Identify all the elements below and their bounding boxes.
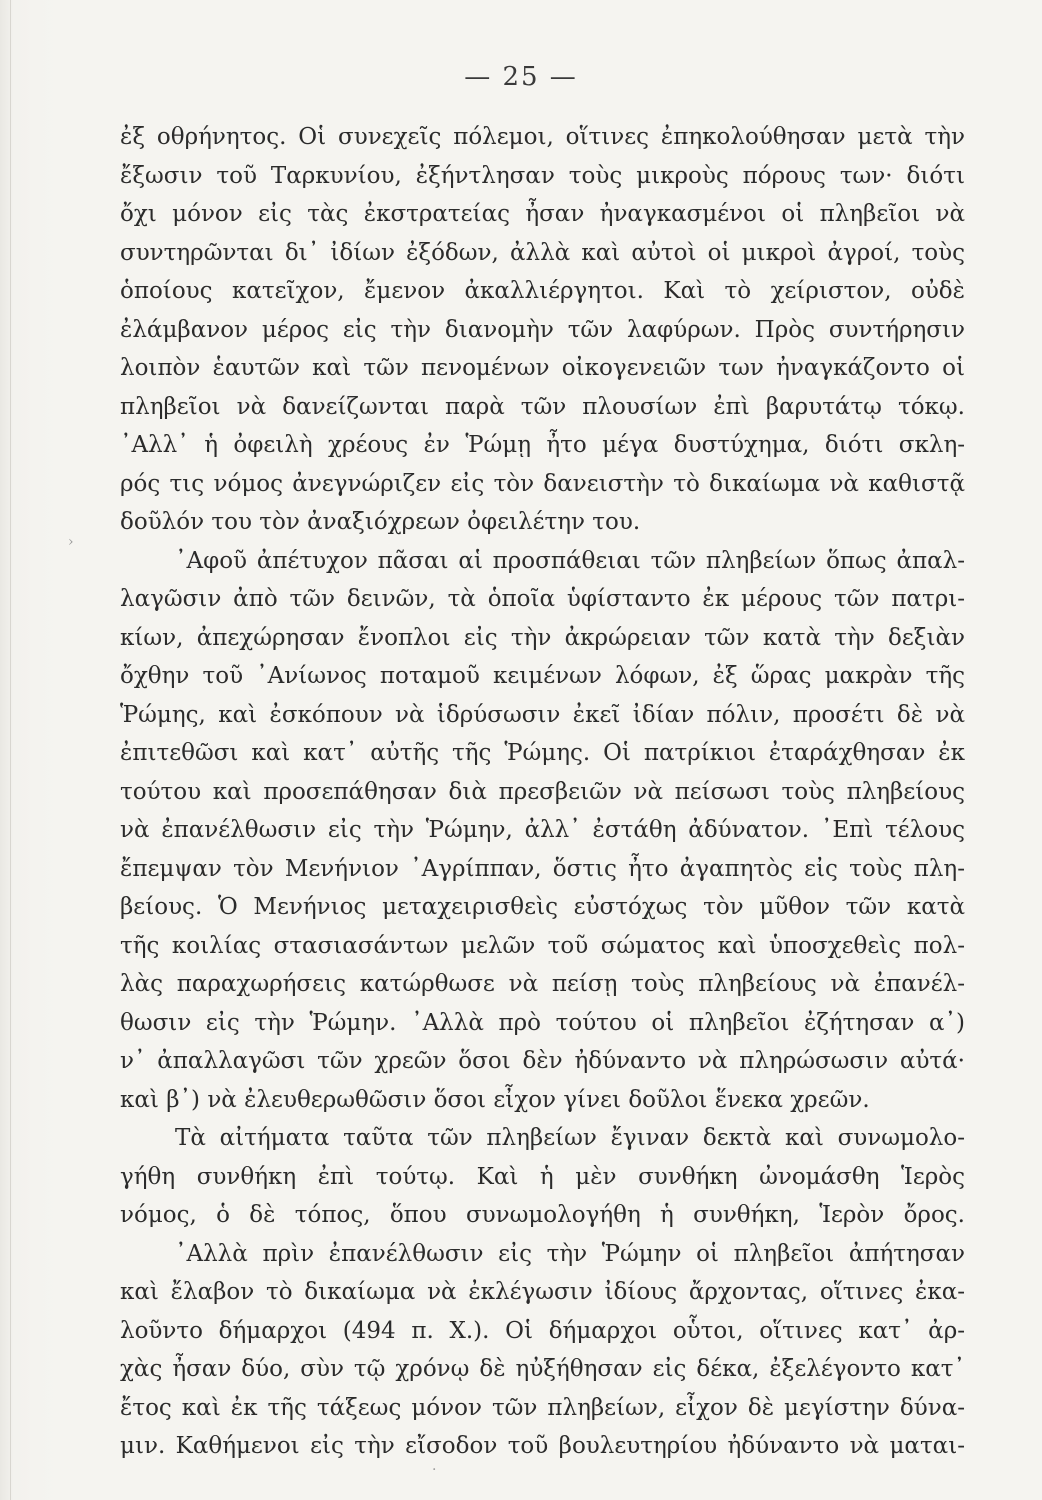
- text-line: ρός τις νόμος ἀνεγνώριζεν εἰς τὸν δανειστὴν τὸ δικαίωμα νὰ καθιστᾷ: [120, 470, 965, 497]
- margin-mark: ›: [68, 534, 74, 550]
- text-line: λοιπὸν ἑαυτῶν καὶ τῶν πενομένων οἰκογενειῶν των ἠναγκάζοντο οἱ: [120, 355, 965, 381]
- page-number: — 25 —: [464, 62, 578, 92]
- text-line: Ῥώμης, καὶ ἐσκόπουν νὰ ἱδρύσωσιν ἐκεῖ ἰδίαν πόλιν, προσέτι δὲ νὰ: [120, 701, 965, 728]
- text-line: καὶ β᾽) νὰ ἐλευθερωθῶσιν ὅσοι εἶχον γίνει δοῦλοι ἕνεκα χρεῶν.: [120, 1086, 870, 1113]
- text-line: πληβεῖοι νὰ δανείζωνται παρὰ τῶν πλουσίων ἐπὶ βαρυτάτῳ τόκῳ.: [120, 393, 965, 420]
- text-line: ᾽Αφοῦ ἀπέτυχον πᾶσαι αἱ προσπάθειαι τῶν πληβείων ὅπως ἀπαλ-: [175, 547, 965, 574]
- text-line: δοῦλόν του τὸν ἀναξιόχρεων ὀφειλέτην του.: [120, 509, 641, 535]
- text-line: τῆς κοιλίας στασιασάντων μελῶν τοῦ σώματος καὶ ὑποσχεθεὶς πολ-: [120, 932, 965, 959]
- text-line: ᾽Αλλ᾽ ἡ ὀφειλὴ χρέους ἐν Ῥώμῃ ἦτο μέγα δυστύχημα, διότι σκλη-: [120, 432, 965, 458]
- text-line: χὰς ἦσαν δύο, σὺν τῷ χρόνῳ δὲ ηὐξήθησαν εἰς δέκα, ἐξελέγοντο κατ᾽: [120, 1356, 965, 1382]
- text-line: κίων, ἀπεχώρησαν ἔνοπλοι εἰς τὴν ἀκρώρειαν τῶν κατὰ τὴν δεξιὰν: [120, 624, 965, 651]
- page-gutter: [10, 0, 11, 1500]
- text-line: ὄχθην τοῦ ᾽Ανίωνος ποταμοῦ κειμένων λόφων, ἐξ ὥρας μακρὰν τῆς: [120, 663, 965, 689]
- text-line: βείους. Ὁ Μενήνιος μεταχειρισθεὶς εὐστόχως τὸν μῦθον τῶν κατὰ: [120, 894, 965, 920]
- text-line: νόμος, ὁ δὲ τόπος, ὅπου συνωμολογήθη ἡ συνθήκη, Ἱερὸν ὄρος.: [120, 1202, 965, 1228]
- text-line: ᾽Αλλὰ πρὶν ἐπανέλθωσιν εἰς τὴν Ῥώμην οἱ πληβεῖοι ἀπήτησαν: [175, 1240, 965, 1267]
- text-line: συντηρῶνται δι᾽ ἰδίων ἐξόδων, ἀλλὰ καὶ αὐτοὶ οἱ μικροὶ ἀγροί, τοὺς: [120, 239, 965, 266]
- bottom-mark: ·: [432, 1462, 437, 1478]
- text-line: γήθη συνθήκη ἐπὶ τούτῳ. Καὶ ἡ μὲν συνθήκη ὠνομάσθη Ἱερὸς: [120, 1163, 965, 1190]
- text-line: λοῦντο δήμαρχοι (494 π. Χ.). Οἱ δήμαρχοι οὗτοι, οἵτινες κατ᾽ ἀρ-: [120, 1317, 965, 1344]
- text-line: λαγῶσιν ἀπὸ τῶν δεινῶν, τὰ ὁποῖα ὑφίσταντο ἐκ μέρους τῶν πατρι-: [120, 586, 965, 612]
- text-line: ἔξωσιν τοῦ Ταρκυνίου, ἐξήντλησαν τοὺς μικροὺς πόρους των· διότι: [120, 162, 965, 189]
- text-line: ν᾽ ἀπαλλαγῶσι τῶν χρεῶν ὅσοι δὲν ἠδύναντο νὰ πληρώσωσιν αὐτά·: [120, 1048, 965, 1074]
- text-line: λὰς παραχωρήσεις κατώρθωσε νὰ πείσῃ τοὺς πληβείους νὰ ἐπανέλ-: [120, 971, 965, 997]
- body-text: [120, 118, 965, 1466]
- text-line: καὶ ἔλαβον τὸ δικαίωμα νὰ ἐκλέγωσιν ἰδίους ἄρχοντας, οἵτινες ἐκα-: [120, 1279, 965, 1305]
- text-line: ὄχι μόνον εἰς τὰς ἐκστρατείας ἦσαν ἠναγκασμένοι οἱ πληβεῖοι νὰ: [120, 201, 965, 227]
- text-line: τούτου καὶ προσεπάθησαν διὰ πρεσβειῶν νὰ πείσωσι τοὺς πληβείους: [120, 778, 965, 805]
- text-line: μιν. Καθήμενοι εἰς τὴν εἴσοδον τοῦ βουλευτηρίου ἠδύναντο νὰ μαται-: [120, 1433, 965, 1459]
- text-line: ἐξ οθρήνητος. Οἱ συνεχεῖς πόλεμοι, οἵτινες ἐπηκολούθησαν μετὰ τὴν: [120, 124, 965, 150]
- text-line: ὁποίους κατεῖχον, ἔμενον ἀκαλλιέργητοι. Καὶ τὸ χείριστον, οὐδὲ: [120, 278, 965, 304]
- text-line: νὰ ἐπανέλθωσιν εἰς τὴν Ῥώμην, ἀλλ᾽ ἐστάθη ἀδύνατον. ᾽Επὶ τέλους: [120, 817, 965, 843]
- text-line: ἐπιτεθῶσι καὶ κατ᾽ αὐτῆς τῆς Ῥώμης. Οἱ πατρίκιοι ἐταράχθησαν ἐκ: [120, 740, 965, 766]
- text-line: ἐλάμβανον μέρος εἰς τὴν διανομὴν τῶν λαφύρων. Πρὸς συντήρησιν: [120, 316, 965, 343]
- text-line: θωσιν εἰς τὴν Ῥώμην. ᾽Αλλὰ πρὸ τούτου οἱ πληβεῖοι ἐζήτησαν α᾽): [120, 1009, 965, 1036]
- text-line: ἔτος καὶ ἐκ τῆς τάξεως μόνον τῶν πληβείων, εἶχον δὲ μεγίστην δύνα-: [120, 1394, 965, 1421]
- text-line: Τὰ αἰτήματα ταῦτα τῶν πληβείων ἔγιναν δεκτὰ καὶ συνωμολο-: [175, 1125, 965, 1151]
- text-line: ἔπεμψαν τὸν Μενήνιον ᾽Αγρίππαν, ὅστις ἦτο ἀγαπητὸς εἰς τοὺς πλη-: [120, 855, 965, 882]
